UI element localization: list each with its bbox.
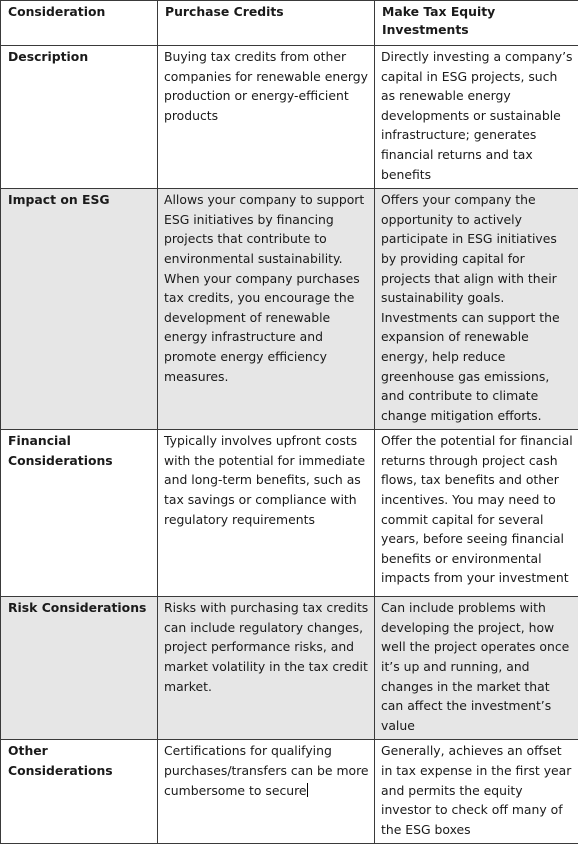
header-consideration: Consideration	[1, 1, 158, 46]
row-label-financial: Financial Considerations	[1, 430, 158, 597]
table-row	[1, 189, 578, 430]
cell-purchase-risk: Risks with purchasing tax credits can include regulatory changes, project performance risks, and market volatility in the tax credit market.	[158, 597, 375, 740]
cell-invest-description: Directly investing a company’s capital in ESG projects, such as renewable energy developments or sustainable infrastructure; generates financial returns and tax benefits	[375, 46, 578, 189]
cell-invest-financial: Offer the potential for financial returns through project cash flows, tax benefits and other incentives. You may need to commit capital for several years, before seeing financial benefits or environmental impacts from your investment	[375, 430, 578, 597]
row-label-other: Other Considerations	[1, 740, 158, 844]
cell-invest-other: Generally, achieves an offset in tax expense in the first year and permits the equity investor to check off many of the ESG boxes	[375, 740, 578, 844]
cell-invest-risk: Can include problems with developing the project, how well the project operates once it’s up and running, and changes in the market that can affect the investment’s value	[375, 597, 578, 740]
cell-purchase-impact-esg: Allows your company to support ESG initiatives by financing projects that contribute to environmental sustainability. When your company purchases tax credits, you encourage the development of renewable energy infrastructure and promote energy efficiency measures.	[158, 189, 375, 430]
table-row	[1, 46, 578, 189]
cell-purchase-other[interactable]	[158, 740, 375, 844]
table-row	[1, 740, 578, 844]
text-cursor	[307, 783, 308, 797]
cell-invest-impact-esg: Offers your company the opportunity to actively participate in ESG initiatives by providing capital for projects that align with their sustainability goals. Investments can support the expansion of renewable energy, help reduce greenhouse gas emissions, and contribute to climate change mitigation efforts.	[375, 189, 578, 430]
cell-purchase-other-text: Certifications for qualifying purchases/transfers can be more cumbersome to secure	[164, 743, 369, 797]
header-purchase-credits: Purchase Credits	[158, 1, 375, 46]
row-label-description: Description	[1, 46, 158, 189]
cell-purchase-financial: Typically involves upfront costs with the potential for immediate and long-term benefits, such as tax savings or compliance with regulatory requirements	[158, 430, 375, 597]
table-row	[1, 430, 578, 597]
table-row	[1, 597, 578, 740]
header-tax-equity: Make Tax Equity Investments	[375, 1, 578, 46]
row-label-impact-esg: Impact on ESG	[1, 189, 158, 430]
row-label-risk: Risk Considerations	[1, 597, 158, 740]
cell-purchase-description: Buying tax credits from other companies for renewable energy production or energy-efficient products	[158, 46, 375, 189]
header-row	[1, 1, 578, 46]
